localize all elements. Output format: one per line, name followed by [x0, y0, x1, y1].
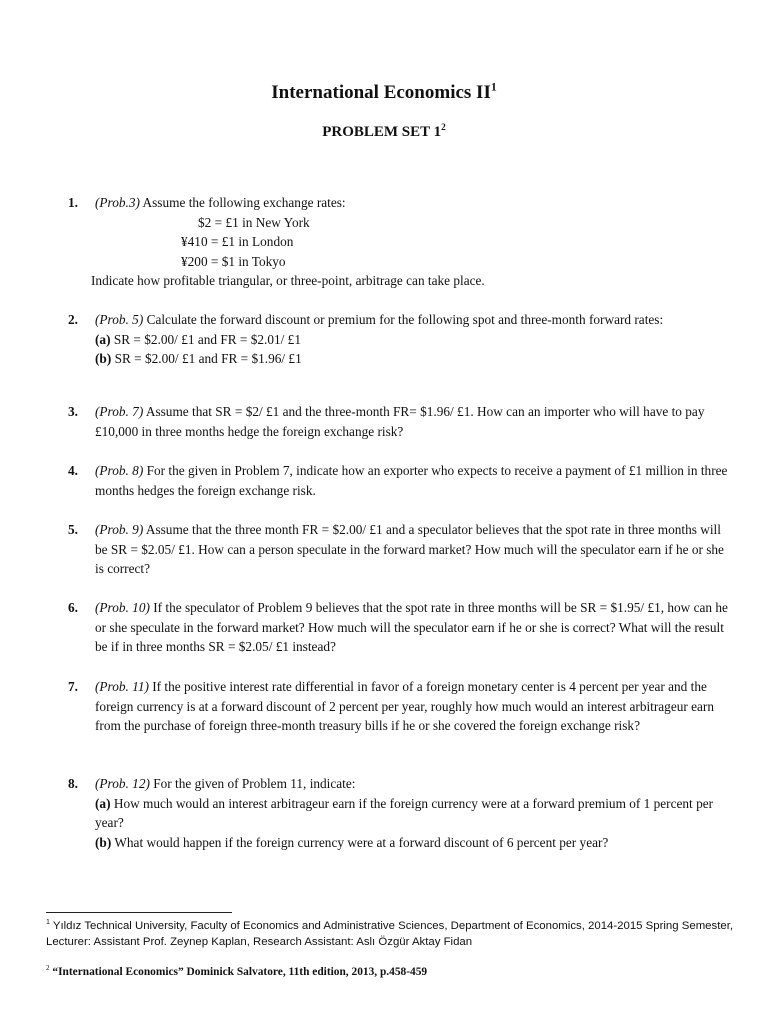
problem-question: Indicate how profitable triangular, or three-point, arbitrage can take place. — [91, 273, 485, 289]
subtitle-text: PROBLEM SET 1 — [322, 124, 442, 140]
page-subtitle — [0, 124, 768, 141]
problem-reference: (Prob. 12) — [95, 776, 150, 791]
problem-number: 2. — [68, 312, 78, 327]
footnote-ref-2: 2 — [441, 123, 446, 133]
problem-reference: (Prob. 11) — [95, 679, 149, 694]
problem-number: 8. — [68, 776, 78, 791]
problem-7 — [68, 677, 728, 736]
problem-reference: (Prob. 8) — [95, 463, 144, 478]
subitem-label: (a) — [95, 795, 111, 811]
subitem-text: What would happen if the foreign currency were at a forward discount of 6 percent per year? — [111, 834, 609, 850]
problem-text: For the given in Problem 7, indicate how an exporter who expects to receive a payment of £1 million in three months hedges the foreign exchange risk. — [95, 463, 728, 498]
footnote-ref-1: 1 — [490, 80, 497, 94]
page-title — [0, 82, 768, 104]
problem-text: Assume the following exchange rates: — [139, 195, 346, 210]
footnote-divider — [46, 912, 232, 913]
problem-text: Assume that the three month FR = $2.00/ £1 and a speculator believes that the spot rate in three months will be SR = $2.05/ £1. How can a person speculate in the forward market? How much will the speculator earn if he or she is correct? — [95, 522, 724, 577]
problem-number: 6. — [68, 600, 78, 615]
subitem-text: How much would an interest arbitrageur earn if the foreign currency were at a forward premium of 1 percent per year? — [95, 795, 714, 831]
subitem-label: (b) — [95, 834, 112, 850]
footnote-text: “International Economics” Dominick Salvatore, 11th edition, 2013, p.458-459 — [49, 966, 428, 978]
problem-text: For the given of Problem 11, indicate: — [149, 776, 356, 791]
problem-number: 1. — [68, 195, 78, 210]
footnote-2 — [46, 964, 736, 980]
problem-subitem-b — [95, 833, 728, 853]
problem-reference: (Prob.3) — [95, 195, 140, 210]
problem-6 — [68, 598, 728, 657]
footnote-text: Yıldız Technical University, Faculty of Economics and Administrative Sciences, Department of Economics, 2014-2015 Spring Semester, Lecturer: Assistant Prof. Zeynep Kaplan, Research Assistant: Aslı Özgür Aktay Fidan — [46, 920, 734, 948]
subitem-text: SR = $2.00/ £1 and FR = $1.96/ £1 — [114, 351, 302, 367]
problem-statement — [95, 774, 728, 794]
problem-subitem-a — [95, 330, 728, 350]
problem-number: 4. — [68, 463, 78, 478]
problem-statement — [95, 310, 728, 330]
problem-8 — [68, 774, 728, 852]
problem-subitem-b — [95, 349, 728, 369]
subitem-label: (a) — [95, 331, 111, 347]
problem-reference: (Prob. 5) — [95, 312, 144, 327]
problem-number: 5. — [68, 522, 78, 537]
footnote-mark: 1 — [46, 919, 50, 927]
exchange-rate-london: ¥410 = £1 in London — [181, 234, 294, 250]
footnote-mark: 2 — [46, 964, 50, 973]
problem-text: If the positive interest rate differential in favor of a foreign monetary center is 4 percent per year and the foreign currency is at a forward discount of 2 percent per year, roughly how much would an interest arbitrageur earn from the purchase of foreign three-month treasury bills if he or she covered the foreign exchange risk? — [95, 679, 715, 734]
problem-reference: (Prob. 10) — [95, 600, 150, 615]
problem-reference: (Prob. 9) — [95, 522, 144, 537]
problem-statement — [95, 193, 728, 213]
problem-text: If the speculator of Problem 9 believes that the spot rate in three months will be SR = $1.95/ £1, how can he or she speculate in the forward market? How much will the speculator earn if he or she is correct? What will the result be if in three months SR = $2.05/ £1 instead? — [95, 600, 728, 655]
footnote-1 — [46, 918, 736, 950]
problem-reference: (Prob. 7) — [95, 404, 144, 419]
problem-number: 3. — [68, 404, 78, 419]
problem-text: Assume that SR = $2/ £1 and the three-month FR= $1.96/ £1. How can an importer who will have to pay £10,000 in three months hedge the foreign exchange risk? — [95, 404, 705, 439]
exchange-rate-new-york: $2 = £1 in New York — [198, 214, 310, 230]
problem-3 — [68, 402, 728, 441]
problem-subitem-a — [95, 794, 728, 833]
problem-5 — [68, 520, 728, 579]
subitem-text: SR = $2.00/ £1 and FR = $2.01/ £1 — [113, 331, 301, 347]
exchange-rate-tokyo: ¥200 = $1 in Tokyo — [181, 253, 286, 269]
problem-2 — [68, 310, 728, 369]
problem-1 — [68, 193, 728, 291]
problem-4 — [68, 461, 728, 500]
title-text: International Economics II — [271, 82, 491, 103]
problem-number: 7. — [68, 679, 78, 694]
problem-text: Calculate the forward discount or premium for the following spot and three-month forward rates: — [143, 312, 664, 327]
subitem-label: (b) — [95, 351, 112, 367]
